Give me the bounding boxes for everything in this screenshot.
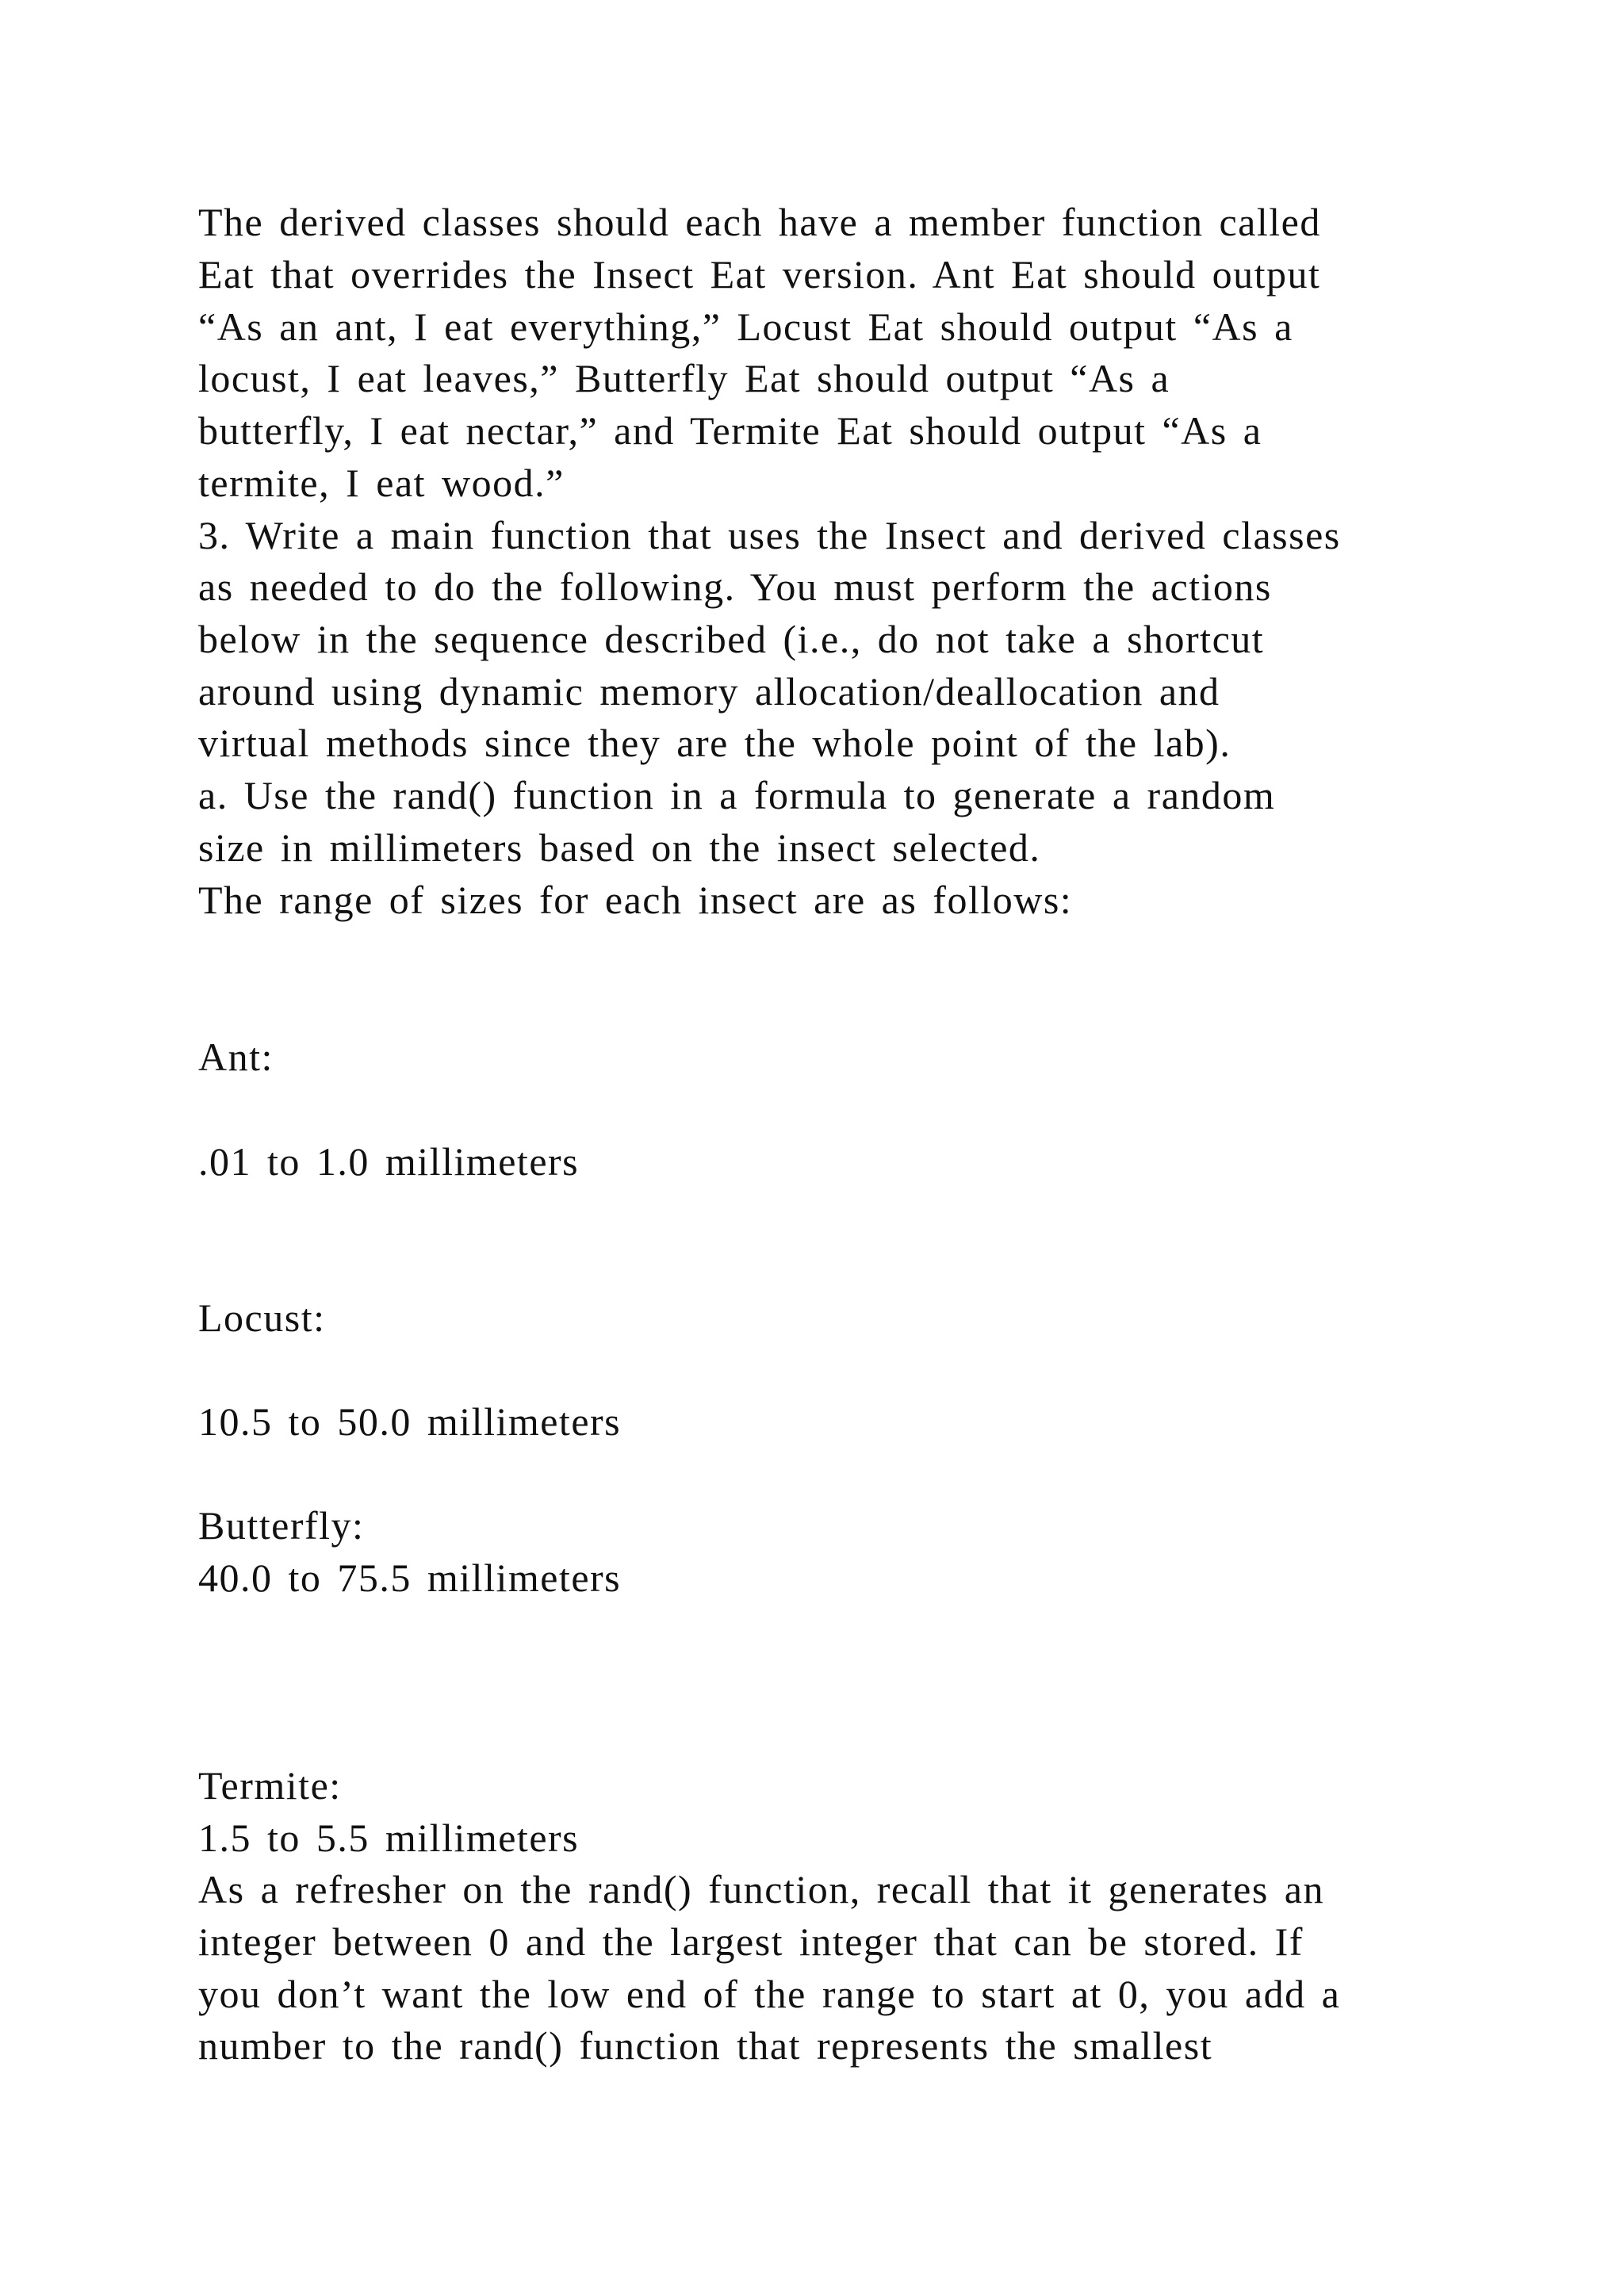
paragraph-line: “As an ant, I eat everything,” Locust Eat should output “As a <box>198 304 1293 349</box>
paragraph-line: Eat that overrides the Insect Eat version. Ant Eat should output <box>198 252 1321 297</box>
paragraph-line: number to the rand() function that represents the smallest <box>198 2023 1213 2068</box>
paragraph-line: termite, I eat wood.” <box>198 461 565 505</box>
paragraph-line: as needed to do the following. You must perform the actions <box>198 564 1272 609</box>
paragraph-line: below in the sequence described (i.e., do not take a shortcut <box>198 617 1265 661</box>
insect-label-termite: Termite: <box>198 1763 342 1808</box>
size-range-locust: 10.5 to 50.0 millimeters <box>198 1399 622 1444</box>
paragraph-line: integer between 0 and the largest integer that can be stored. If <box>198 1919 1304 1964</box>
size-range-termite: 1.5 to 5.5 millimeters <box>198 1816 580 1860</box>
paragraph-line: around using dynamic memory allocation/deallocation and <box>198 669 1220 714</box>
paragraph-line: a. Use the rand() function in a formula to generate a random <box>198 773 1276 817</box>
insect-label-locust: Locust: <box>198 1295 326 1340</box>
paragraph-line: The range of sizes for each insect are as follows: <box>198 878 1073 922</box>
insect-label-ant: Ant: <box>198 1035 274 1079</box>
paragraph-line: As a refresher on the rand() function, recall that it generates an <box>198 1867 1324 1911</box>
paragraph-line: locust, I eat leaves,” Butterfly Eat should output “As a <box>198 356 1170 400</box>
insect-label-butterfly: Butterfly: <box>198 1503 365 1548</box>
paragraph-line: butterfly, I eat nectar,” and Termite Eat should output “As a <box>198 408 1262 453</box>
paragraph-line: you don’t want the low end of the range to start at 0, you add a <box>198 1972 1341 2016</box>
paragraph-line: size in millimeters based on the insect selected. <box>198 825 1041 870</box>
size-range-ant: .01 to 1.0 millimeters <box>198 1139 580 1184</box>
paragraph-line: The derived classes should each have a member function called <box>198 200 1321 244</box>
size-range-butterfly: 40.0 to 75.5 millimeters <box>198 1556 622 1600</box>
paragraph-line: 3. Write a main function that uses the Insect and derived classes <box>198 513 1341 557</box>
paragraph-line: virtual methods since they are the whole point of the lab). <box>198 721 1231 765</box>
